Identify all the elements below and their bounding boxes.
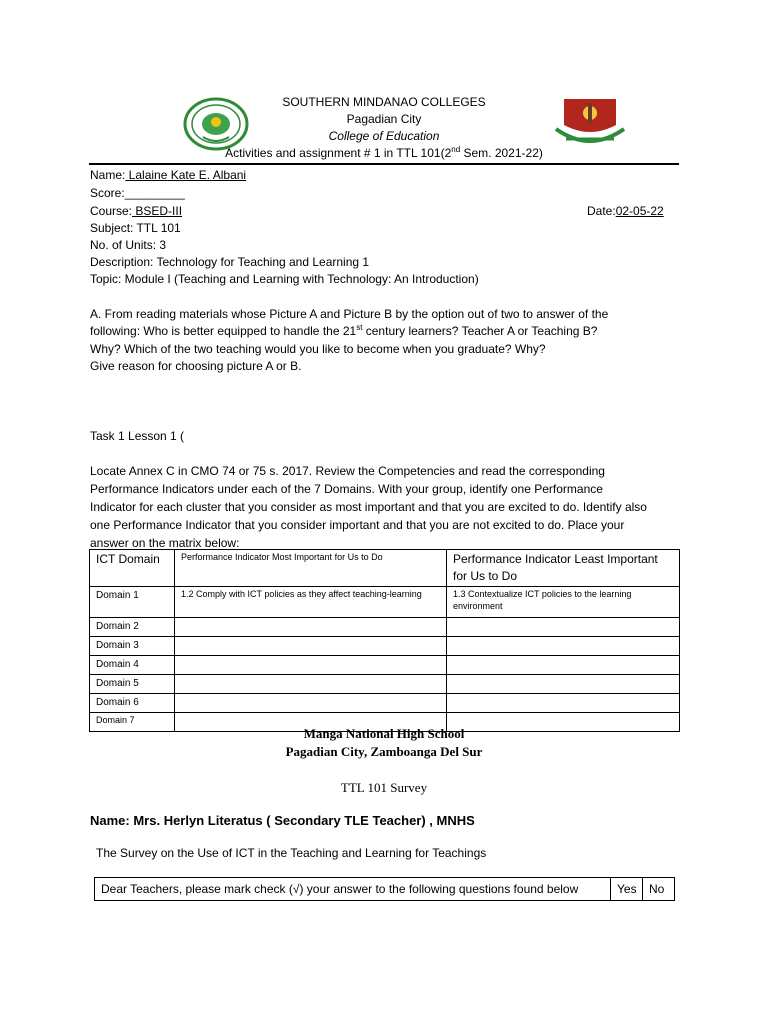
task-instructions: Locate Annex C in CMO 74 or 75 s. 2017. Review the Competencies and read the corresponding Performance Indicators under each of the 7 Domains. With your group, identify one Performance Indicator for each cluster that you consider as most important and that you are excited to do. Identify also one Performance Indicator that you consider important and that you are not excited to do. Place your answer on the matrix below:: [90, 464, 647, 550]
topic-field: Topic: Module I (Teaching and Learning with Technology: An Introduction): [90, 272, 479, 286]
course-field: Course: BSED-III: [90, 204, 183, 218]
table-row: [90, 587, 680, 618]
header-divider: [89, 163, 679, 165]
domain-matrix: [89, 549, 680, 732]
units-field: No. of Units: 3: [90, 238, 167, 252]
domain-cell: Domain 7: [90, 713, 175, 732]
most-cell: [175, 637, 447, 656]
section-a-line1: A. From reading materials whose Picture A and Picture B by the option out of two to answer of the: [90, 307, 609, 321]
header-least-important: Performance Indicator Least Important for Us to Do: [447, 550, 680, 587]
domain-cell: Domain 4: [90, 656, 175, 675]
subject-field: Subject: TTL 101: [90, 221, 181, 235]
survey-respondent: Name: Mrs. Herlyn Literatus ( Secondary TLE Teacher) , MNHS: [90, 813, 475, 828]
survey-heading: The Survey on the Use of ICT in the Teaching and Learning for Teachings: [96, 846, 487, 860]
most-cell: [175, 694, 447, 713]
domain-cell: Domain 5: [90, 675, 175, 694]
domain-cell: Domain 2: [90, 618, 175, 637]
school-name: SOUTHERN MINDANAO COLLEGES: [282, 95, 486, 109]
survey-school: Manga National High School: [303, 726, 465, 741]
table-row: [90, 618, 680, 637]
section-a-line4: Give reason for choosing picture A or B.: [90, 359, 302, 373]
date-field: Date:02-05-22: [587, 204, 664, 218]
domain-cell: Domain 3: [90, 637, 175, 656]
task-title: Task 1 Lesson 1 (: [90, 429, 185, 443]
least-cell: [447, 656, 680, 675]
most-cell: [175, 618, 447, 637]
survey-table: [94, 877, 675, 901]
most-cell: [175, 675, 447, 694]
description-field: Description: Technology for Teaching and Learning 1: [90, 255, 370, 269]
school-city: Pagadian City: [346, 112, 422, 126]
most-cell: [175, 656, 447, 675]
least-cell: [447, 637, 680, 656]
table-row: [90, 656, 680, 675]
matrix-header-row: [90, 550, 680, 587]
section-a-line3: Why? Which of the two teaching would you like to become when you graduate? Why?: [90, 342, 546, 356]
least-cell: 1.3 Contextualize ICT policies to the learning environment: [447, 587, 680, 618]
survey-title: TTL 101 Survey: [340, 780, 428, 795]
most-cell: 1.2 Comply with ICT policies as they affect teaching-learning: [175, 587, 447, 618]
table-row: [90, 675, 680, 694]
table-row: [90, 694, 680, 713]
least-cell: [447, 675, 680, 694]
table-row: [95, 878, 675, 901]
header-ict-domain: ICT Domain: [90, 550, 175, 587]
table-row: [90, 637, 680, 656]
college-name: College of Education: [328, 129, 440, 143]
domain-cell: Domain 6: [90, 694, 175, 713]
no-column: No: [643, 878, 675, 901]
least-cell: [447, 694, 680, 713]
survey-location: Pagadian City, Zamboanga Del Sur: [285, 744, 483, 759]
survey-question: Dear Teachers, please mark check (√) your answer to the following questions found below: [95, 878, 611, 901]
activity-title: Activities and assignment # 1 in TTL 101(2nd Sem. 2021-22): [225, 145, 543, 160]
least-cell: [447, 618, 680, 637]
score-field: Score:_________: [90, 186, 185, 200]
header-most-important: Performance Indicator Most Important for Us to Do: [175, 550, 447, 587]
domain-cell: Domain 1: [90, 587, 175, 618]
section-a-line2: following: Who is better equipped to handle the 21st century learners? Teacher A or Teaching B?: [90, 323, 598, 338]
yes-column: Yes: [611, 878, 643, 901]
name-field: Name: Lalaine Kate E. Albani: [90, 168, 247, 182]
